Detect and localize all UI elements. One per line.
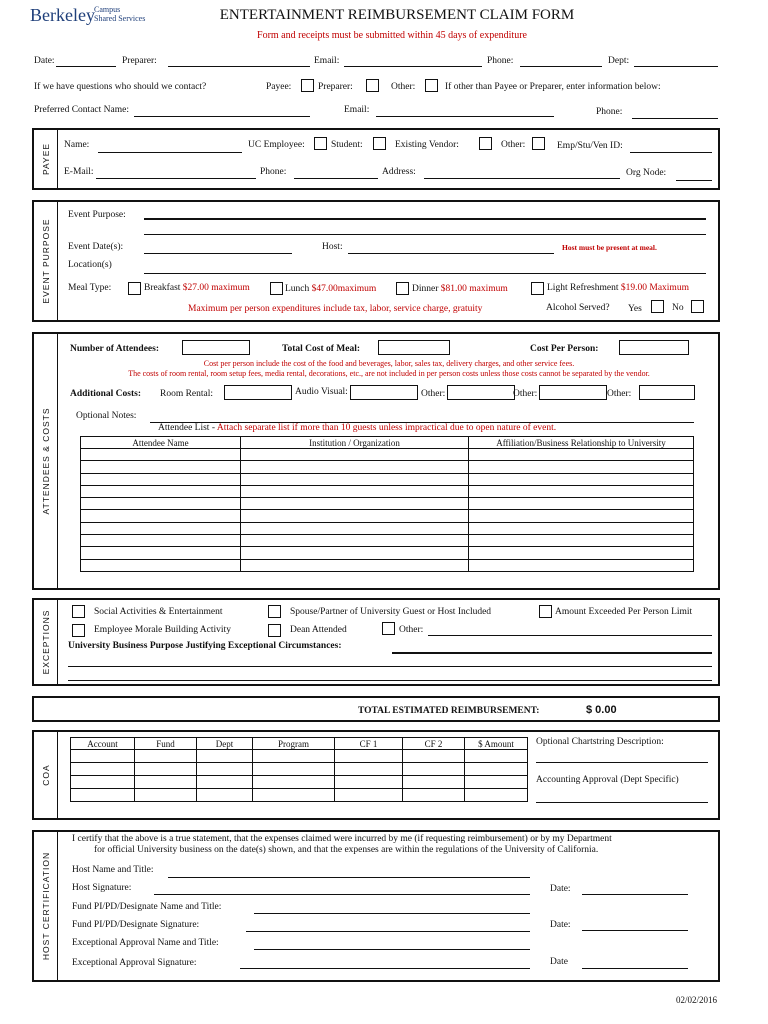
alcohol-no-checkbox[interactable] [691,300,704,313]
table-cell[interactable] [241,522,469,534]
table-cell[interactable] [335,789,403,802]
table-cell[interactable] [71,776,135,789]
attendee-table-header [81,437,694,449]
event-dates-label: Event Date(s): [68,242,124,252]
cost-per-person-field[interactable] [619,340,689,355]
logo-berkeley: Berkeley [30,5,95,25]
contact-question: If we have questions who should we contact? [34,82,207,92]
payee-phone-field[interactable] [294,178,378,179]
table-cell[interactable] [241,547,469,559]
table-cell[interactable] [135,763,197,776]
payee-other-label: Other: [501,140,526,150]
table-cell[interactable] [71,763,135,776]
exception-other-label: Other: [399,625,424,635]
table-cell[interactable] [465,789,528,802]
coa-col-dept: Dept [197,738,253,750]
morale-label: Employee Morale Building Activity [94,625,231,635]
table-cell[interactable] [403,789,465,802]
location-label: Location(s) [68,260,112,270]
lunch-checkbox[interactable] [270,282,283,295]
table-row [81,535,694,547]
amount-exceeded-label: Amount Exceeded Per Person Limit [555,607,693,617]
other-note: If other than Payee or Preparer, enter information below: [445,82,661,92]
dean-label: Dean Attended [290,625,347,635]
dept-field[interactable] [634,66,718,67]
table-cell[interactable] [335,763,403,776]
table-cell[interactable] [81,461,241,473]
phone2-label: Phone: [596,107,623,117]
email2-field[interactable] [376,116,554,117]
coa-table-header [71,738,528,750]
preparer-checkbox[interactable] [366,79,379,92]
table-cell[interactable] [335,776,403,789]
table-cell[interactable] [241,535,469,547]
table-cell[interactable] [253,763,335,776]
table-cell[interactable] [403,750,465,763]
table-cell[interactable] [241,498,469,510]
table-cell[interactable] [81,559,241,571]
table-row [81,473,694,485]
attendee-list-heading: Attendee List - Attach separate list if more than 10 guests unless impractical due to open nature of event. [158,423,557,433]
event-purpose-field[interactable] [144,218,706,220]
table-cell[interactable] [241,473,469,485]
table-row [81,510,694,522]
table-cell[interactable] [71,750,135,763]
other-cost-3-label: Other: [607,389,632,399]
emp-id-field[interactable] [630,152,712,153]
social-label: Social Activities & Entertainment [94,607,223,617]
light-refreshment-label: Light Refreshment $19.00 Maximum [547,283,689,293]
business-purpose-label: University Business Purpose Justifying Exceptional Circumstances: [68,641,342,651]
date-field[interactable] [56,66,116,67]
fund-sig-field[interactable] [246,931,530,932]
table-cell[interactable] [197,789,253,802]
audio-visual-label: Audio Visual: [295,387,348,397]
total-label: TOTAL ESTIMATED REIMBURSEMENT: [358,706,540,716]
coa-col-cf2: CF 2 [403,738,465,750]
table-cell[interactable] [469,461,694,473]
uc-employee-checkbox[interactable] [314,137,327,150]
table-cell[interactable] [81,522,241,534]
table-cell[interactable] [465,750,528,763]
exc-name-field[interactable] [254,949,530,950]
coa-col-account: Account [71,738,135,750]
other-cost-3-field[interactable] [639,385,695,400]
payee-choice-label: Payee: [266,82,292,92]
host-label: Host: [322,242,343,252]
table-row [71,763,528,776]
total-section [32,696,720,722]
coa-col-amount: $ Amount [465,738,528,750]
payee-email-label: E-Mail: [64,167,94,177]
table-cell[interactable] [81,510,241,522]
student-label: Student: [331,140,363,150]
business-purpose-field-2[interactable] [68,666,712,667]
payee-tab-label: PAYEE [41,142,51,176]
social-checkbox[interactable] [72,605,85,618]
other-checkbox[interactable] [425,79,438,92]
preparer-choice-label: Preparer: [318,82,353,92]
table-cell[interactable] [81,498,241,510]
room-rental-field[interactable] [224,385,292,400]
payee-other-checkbox[interactable] [532,137,545,150]
meal-type-label: Meal Type: [68,283,112,293]
num-attendees-field[interactable] [182,340,250,355]
coa-section [32,730,720,820]
form-version-date: 02/02/2016 [676,995,718,1005]
host-sig-field[interactable] [154,894,530,895]
date-label: Date: [34,56,55,66]
other-choice-label: Other: [391,82,416,92]
table-cell[interactable] [81,535,241,547]
table-row [81,522,694,534]
business-purpose-field-3[interactable] [68,680,712,681]
table-cell[interactable] [469,485,694,497]
morale-checkbox[interactable] [72,624,85,637]
table-cell[interactable] [197,750,253,763]
accounting-approval-field[interactable] [536,802,708,803]
col-institution: Institution / Organization [241,437,469,449]
table-cell[interactable] [469,547,694,559]
light-refreshment-checkbox[interactable] [531,282,544,295]
host-name-field[interactable] [168,877,530,878]
table-cell[interactable] [71,789,135,802]
spouse-label: Spouse/Partner of University Guest or Host Included [290,607,492,617]
accounting-approval-label: Accounting Approval (Dept Specific) [536,775,679,785]
table-cell[interactable] [403,763,465,776]
org-node-label: Org Node: [626,168,667,178]
table-cell[interactable] [469,522,694,534]
breakfast-label: Breakfast $27.00 maximum [144,283,250,293]
fund-date-label: Date: [550,920,571,930]
spouse-checkbox[interactable] [268,605,281,618]
dean-checkbox[interactable] [268,624,281,637]
table-cell[interactable] [241,559,469,571]
payee-name-label: Name: [64,140,90,150]
table-row [81,547,694,559]
coa-col-fund: Fund [135,738,197,750]
chartstring-label: Optional Chartstring Description: [536,737,664,747]
cert-tab-label: HOST CERTIFICATION [41,851,51,961]
fund-name-label: Fund PI/PD/Designate Name and Title: [72,902,222,912]
attendee-table [80,436,694,572]
table-cell[interactable] [81,473,241,485]
coa-col-cf1: CF 1 [335,738,403,750]
breakfast-checkbox[interactable] [128,282,141,295]
event-purpose-field-2[interactable] [144,234,706,235]
table-cell[interactable] [335,750,403,763]
other-cost-2-field[interactable] [539,385,607,400]
num-attendees-label: Number of Attendees: [70,344,160,354]
table-row [81,485,694,497]
payee-tab [34,130,58,188]
attendees-tab-label: ATTENDEES & COSTS [41,407,51,515]
total-value: $ 0.00 [586,704,617,716]
table-cell[interactable] [135,789,197,802]
page-title: ENTERTAINMENT REIMBURSEMENT CLAIM FORM [219,7,575,23]
attendees-tab [34,334,58,588]
fund-name-field[interactable] [254,913,530,914]
email-label: Email: [314,56,340,66]
other-cost-2-label: Other: [513,389,538,399]
table-cell[interactable] [469,498,694,510]
student-checkbox[interactable] [373,137,386,150]
payee-name-field[interactable] [98,152,242,153]
dinner-label: Dinner $81.00 maximum [412,284,508,294]
coa-table [70,737,528,802]
event-purpose-label: Event Purpose: [68,210,126,220]
col-attendee-name: Attendee Name [81,437,241,449]
table-cell[interactable] [403,776,465,789]
payee-checkbox[interactable] [301,79,314,92]
table-row [81,461,694,473]
preparer-label: Preparer: [122,56,157,66]
cost-per-person-label: Cost Per Person: [530,344,599,354]
table-row [81,559,694,571]
col-affiliation: Affiliation/Business Relationship to University [469,437,694,449]
logo-sub2: Shared Services [94,14,146,23]
org-node-field[interactable] [676,180,712,181]
uc-employee-label: UC Employee: [248,140,305,150]
host-name-label: Host Name and Title: [72,865,154,875]
table-cell[interactable] [241,449,469,461]
payee-section [32,128,720,190]
exc-name-label: Exceptional Approval Name and Title: [72,938,219,948]
location-field[interactable] [144,273,706,274]
event-tab-label: EVENT PURPOSE [41,218,51,304]
table-cell[interactable] [135,750,197,763]
table-cell[interactable] [197,776,253,789]
payee-address-field[interactable] [424,178,620,179]
table-cell[interactable] [241,461,469,473]
table-row [71,750,528,763]
table-cell[interactable] [253,789,335,802]
cpp-note-1: Cost per person include the cost of the food and beverages, labor, sales tax, delivery charges, and other service fees. [203,359,575,368]
host-field[interactable] [348,253,554,254]
host-note: Host must be present at meal. [562,243,657,252]
existing-vendor-checkbox[interactable] [479,137,492,150]
table-cell[interactable] [81,449,241,461]
exceptions-tab [34,600,58,684]
exc-date-field[interactable] [582,968,688,969]
exceptions-section [32,598,720,686]
alcohol-no-label: No [672,303,684,313]
other-cost-1-label: Other: [421,389,446,399]
fund-date-field[interactable] [582,930,688,931]
dinner-checkbox[interactable] [396,282,409,295]
host-date-label: Date: [550,884,571,894]
payee-email-field[interactable] [96,178,256,179]
table-row [71,776,528,789]
table-cell[interactable] [81,547,241,559]
existing-vendor-label: Existing Vendor: [395,140,459,150]
table-cell[interactable] [469,473,694,485]
table-cell[interactable] [81,485,241,497]
cert-tab [34,832,58,980]
audio-visual-field[interactable] [350,385,418,400]
event-tab [34,202,58,320]
exc-sig-label: Exceptional Approval Signature: [72,958,197,968]
additional-costs-label: Additional Costs: [70,389,141,399]
exc-date-label: Date [550,957,568,967]
coa-col-program: Program [253,738,335,750]
table-cell[interactable] [465,763,528,776]
coa-tab-label: COA [41,764,51,786]
exception-other-field[interactable] [428,635,712,636]
cpp-note-2: The costs of room rental, room setup fees, media rental, decorations, etc., are not included in per person costs unless those costs cannot be separated by the vendor. [128,369,650,378]
cert-statement-2: for official University business on the date(s) shown, and that the expenses are within the regulations of the University of California. [94,845,599,855]
table-cell[interactable] [469,535,694,547]
table-cell[interactable] [241,510,469,522]
table-cell[interactable] [253,776,335,789]
dollar-icon: $ [478,738,483,749]
emp-id-label: Emp/Stu/Ven ID: [557,141,623,151]
coa-tab [34,732,58,818]
table-row [81,449,694,461]
table-cell[interactable] [135,776,197,789]
cert-statement-1: I certify that the above is a true statement, that the expenses claimed were incurred by me (if requesting reimbursement) or by my Department [72,834,612,844]
alcohol-yes-checkbox[interactable] [651,300,664,313]
table-row [81,498,694,510]
table-cell[interactable] [253,750,335,763]
max-note: Maximum per person expenditures include tax, labor, service charge, gratuity [188,304,483,314]
table-cell[interactable] [241,485,469,497]
alcohol-yes-label: Yes [628,304,642,314]
host-date-field[interactable] [582,894,688,895]
room-rental-label: Room Rental: [160,389,214,399]
host-sig-label: Host Signature: [72,883,132,893]
table-cell[interactable] [197,763,253,776]
table-cell[interactable] [469,510,694,522]
cert-section [32,830,720,982]
phone-label: Phone: [487,56,514,66]
table-cell[interactable] [469,449,694,461]
optional-notes-label: Optional Notes: [76,411,137,421]
logo-sub1: Campus [94,5,121,14]
exc-sig-field[interactable] [240,968,530,969]
table-cell[interactable] [465,776,528,789]
email-field[interactable] [344,66,482,67]
amount-exceeded-checkbox[interactable] [539,605,552,618]
phone-field[interactable] [520,66,602,67]
chartstring-field[interactable] [536,762,708,763]
attendees-section [32,332,720,590]
table-row [71,789,528,802]
payee-address-label: Address: [382,167,416,177]
preparer-field[interactable] [168,66,310,67]
exceptions-tab-label: EXCEPTIONS [41,609,51,675]
payee-phone-label: Phone: [260,167,287,177]
email2-label: Email: [344,105,370,115]
other-cost-1-field[interactable] [447,385,515,400]
pref-contact-label: Preferred Contact Name: [34,105,129,115]
alcohol-label: Alcohol Served? [546,303,610,313]
page-subtitle: Form and receipts must be submitted within 45 days of expenditure [257,30,527,41]
event-section [32,200,720,322]
event-dates-field[interactable] [144,253,292,254]
pref-contact-field[interactable] [134,116,310,117]
total-cost-field[interactable] [378,340,450,355]
business-purpose-field[interactable] [392,652,712,654]
dept-label: Dept: [608,56,630,66]
total-cost-label: Total Cost of Meal: [282,344,361,354]
exception-other-checkbox[interactable] [382,622,395,635]
lunch-label: Lunch $47.00maximum [285,284,377,294]
phone2-field[interactable] [632,118,718,119]
table-cell[interactable] [469,559,694,571]
fund-sig-label: Fund PI/PD/Designate Signature: [72,920,200,930]
